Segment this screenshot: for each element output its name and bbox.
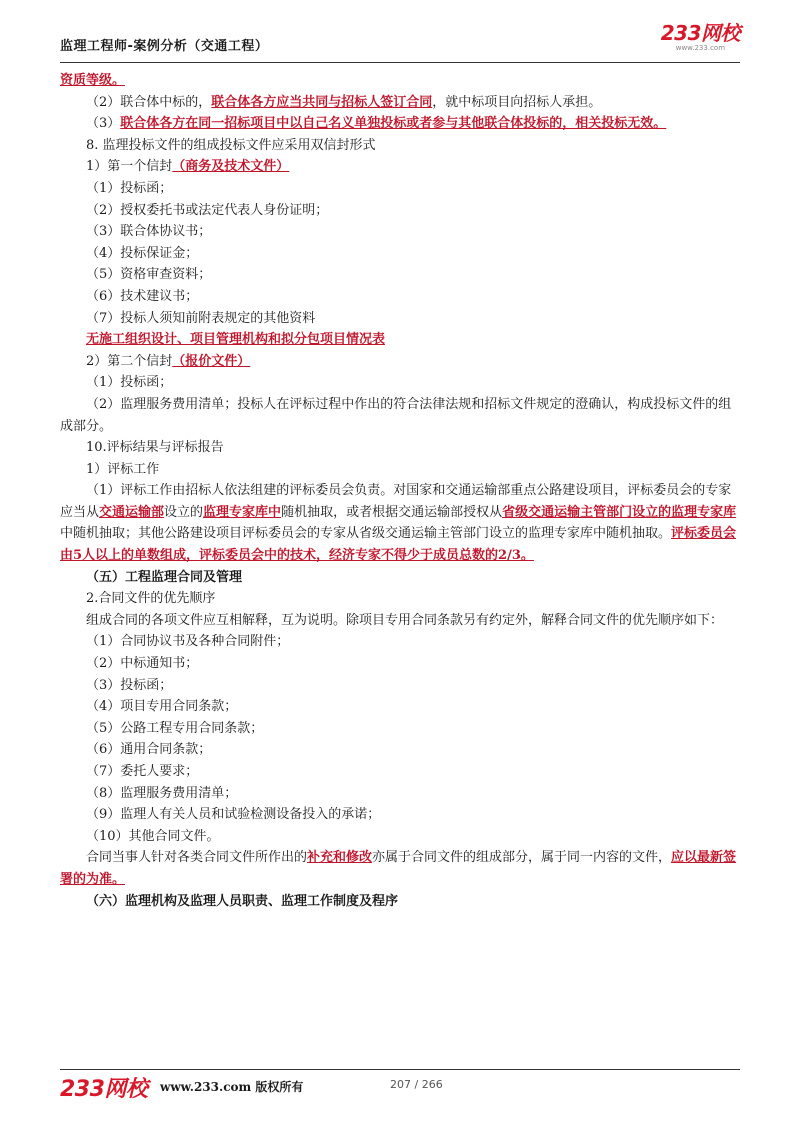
page-footer xyxy=(60,1072,740,1102)
document-body xyxy=(60,70,740,912)
highlight-text: 资质等级。 xyxy=(60,73,126,88)
paragraph xyxy=(60,113,740,135)
logo-text: 233网校 xyxy=(660,21,740,45)
section-heading: 8. 监理投标文件的组成投标文件应采用双信封形式 xyxy=(86,137,376,153)
highlight-text: 评标委员会由5人以上的单数组成，评标委员会中的技术，经济专家不得少于成员总数的2/3。 xyxy=(60,526,737,564)
list-item: （3）联合体协议书； xyxy=(86,224,212,240)
list-item: （2）中标通知书； xyxy=(86,656,199,672)
paragraph xyxy=(60,70,740,92)
highlight-text: 联合体各方在同一招标项目中以自己名义单独投标或者参与其他联合体投标的，相关投标无效。 xyxy=(120,116,667,132)
list-item: （7）投标人须知前附表规定的其他资料 xyxy=(86,310,316,326)
text: （1）评标工作由招标人依法组建的评标委员会负责。对国家和交通运输部重点公路建设项目，评标委员会的专家应当从 xyxy=(60,483,732,520)
paragraph xyxy=(60,156,740,178)
list-item: （1）投标函； xyxy=(86,180,173,196)
list-item: （8）监理服务费用清单； xyxy=(86,785,238,801)
paragraph: 1）评标工作 xyxy=(86,461,160,477)
section-heading: （五）工程监理合同及管理 xyxy=(86,569,243,585)
logo-url: www.233.com xyxy=(675,44,726,52)
text: 随机抽取，或者根据交通运输部授权从 xyxy=(281,504,503,520)
highlight-text: 无施工组织设计、项目管理机构和拟分包项目情况表 xyxy=(86,332,386,348)
paragraph xyxy=(60,92,740,114)
text: 2）第二个信封 xyxy=(86,353,173,369)
text: ，就中标项目向招标人承担。 xyxy=(432,94,602,110)
header-divider xyxy=(60,62,740,63)
paragraph xyxy=(60,847,740,890)
highlight-text: 省级交通运输主管部门设立的监理专家库 xyxy=(502,504,737,520)
highlight-text: （报价文件） xyxy=(172,353,251,369)
paragraph xyxy=(60,351,740,373)
highlight-text: 补充和修改 xyxy=(307,850,373,866)
list-item: （6）通用合同条款； xyxy=(86,742,212,758)
paragraph xyxy=(60,480,740,566)
footer-copyright: www.233.com 版权所有 xyxy=(160,1080,304,1094)
list-item: （5）资格审查资料； xyxy=(86,267,212,283)
list-item: （4）投标保证金； xyxy=(86,245,199,261)
list-item: （9）监理人有关人员和试验检测设备投入的承诺； xyxy=(86,807,381,823)
header-title: 监理工程师-案例分析（交通工程） xyxy=(60,39,269,54)
list-item: （10）其他合同文件。 xyxy=(86,828,220,844)
list-item: （4）项目专用合同条款； xyxy=(86,699,238,715)
text: 中随机抽取；其他公路建设项目评标委员会的专家从省级交通运输主管部门设立的监理专家库中随机抽取。 xyxy=(60,526,672,542)
highlight-text: 交通运输部 xyxy=(99,504,165,520)
page-header xyxy=(60,22,740,62)
list-item: （2）授权委托书或法定代表人身份证明； xyxy=(86,202,329,218)
highlight-text: 联合体各方应当共同与招标人签订合同 xyxy=(211,94,433,110)
paragraph: 组成合同的各项文件应互相解释，互为说明。除项目专用合同条款另有约定外，解释合同文件的优先顺序如下： xyxy=(86,612,724,628)
page-number: 207 / 266 xyxy=(390,1078,443,1091)
highlight-text: （商务及技术文件） xyxy=(172,159,290,175)
footer-logo: 233网校 xyxy=(60,1077,148,1102)
text: （2）联合体中标的， xyxy=(86,94,212,110)
text: 合同当事人针对各类合同文件所作出的 xyxy=(86,850,308,866)
list-item: （1）投标函； xyxy=(86,375,173,391)
section-heading: 10.评标结果与评标报告 xyxy=(86,440,224,456)
list-item: （5）公路工程专用合同条款； xyxy=(86,720,264,736)
list-item: （7）委托人要求； xyxy=(86,764,199,779)
highlight-text: 应以最新签署的为准。 xyxy=(60,850,737,887)
text: （3） xyxy=(86,116,121,132)
list-item: （6）技术建议书； xyxy=(86,288,199,304)
text: 设立的 xyxy=(164,504,204,520)
footer-divider xyxy=(60,1069,740,1070)
section-heading: （六）监理机构及监理人员职责、监理工作制度及程序 xyxy=(86,893,399,909)
brand-logo xyxy=(661,22,740,52)
list-item: （1）合同协议书及各种合同附件； xyxy=(86,634,290,650)
section-heading: 2.合同文件的优先顺序 xyxy=(86,591,216,607)
paragraph xyxy=(60,329,740,351)
list-item: （2）监理服务费用清单；投标人在评标过程中作出的符合法律法规和招标文件规定的澄确认，构成投标文件的组成部分。 xyxy=(60,396,732,434)
text: 亦属于合同文件的组成部分，属于同一内容的文件， xyxy=(372,850,672,866)
list-item: （3）投标函； xyxy=(86,677,173,693)
highlight-text: 监理专家库中 xyxy=(203,504,282,520)
text: 1）第一个信封 xyxy=(86,159,173,175)
